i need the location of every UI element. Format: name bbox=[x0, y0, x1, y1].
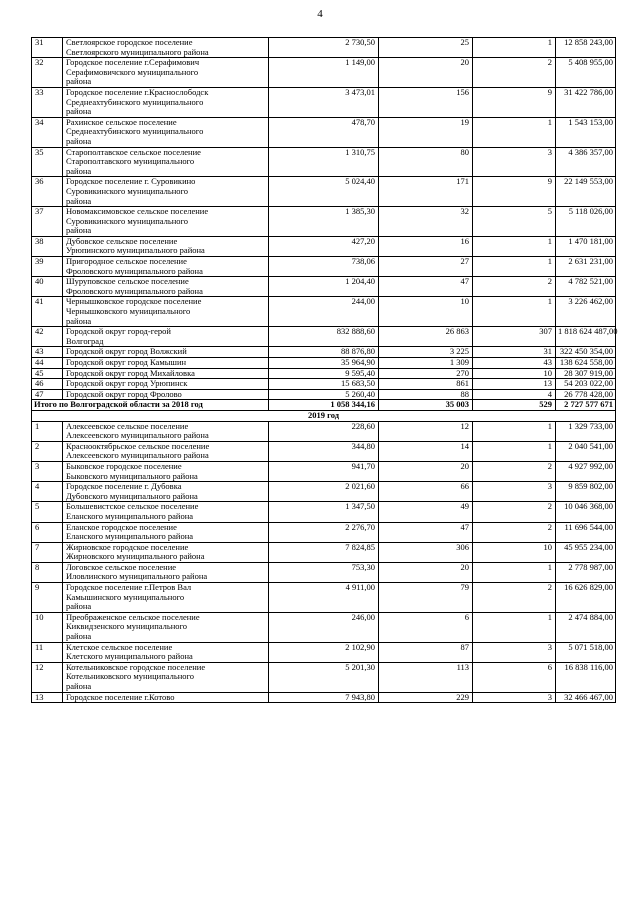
houses-count: 3 bbox=[473, 642, 556, 662]
settlement-name: Быковское городское поселение Быковского муниципального района bbox=[63, 461, 269, 481]
settlement-name: Городское поселение г.Котово bbox=[63, 692, 269, 703]
row-number: 6 bbox=[32, 522, 63, 542]
area-value: 478,70 bbox=[269, 117, 379, 147]
settlement-name: Логовское сельское поселение Иловлинского муниципального района bbox=[63, 562, 269, 582]
people-count: 306 bbox=[379, 542, 473, 562]
people-count: 32 bbox=[379, 207, 473, 237]
people-count: 14 bbox=[379, 441, 473, 461]
row-number: 40 bbox=[32, 277, 63, 297]
people-count: 66 bbox=[379, 482, 473, 502]
houses-count: 1 bbox=[473, 117, 556, 147]
row-number: 42 bbox=[32, 327, 63, 347]
cost-value: 138 624 558,00 bbox=[556, 358, 616, 369]
cost-value: 322 450 354,00 bbox=[556, 347, 616, 358]
table-row bbox=[32, 236, 616, 256]
people-count: 25 bbox=[379, 38, 473, 58]
table-row bbox=[32, 207, 616, 237]
table-row bbox=[32, 38, 616, 58]
row-number: 44 bbox=[32, 358, 63, 369]
table-row bbox=[32, 461, 616, 481]
houses-count: 31 bbox=[473, 347, 556, 358]
table-row bbox=[32, 583, 616, 613]
area-value: 941,70 bbox=[269, 461, 379, 481]
cost-value: 5 118 026,00 bbox=[556, 207, 616, 237]
people-count: 26 863 bbox=[379, 327, 473, 347]
cost-value: 2 631 231,00 bbox=[556, 257, 616, 277]
houses-count: 1 bbox=[473, 236, 556, 256]
cost-value: 9 859 802,00 bbox=[556, 482, 616, 502]
area-value: 2 276,70 bbox=[269, 522, 379, 542]
houses-count: 5 bbox=[473, 207, 556, 237]
table-row bbox=[32, 379, 616, 390]
cost-value: 3 226 462,00 bbox=[556, 297, 616, 327]
row-number: 36 bbox=[32, 177, 63, 207]
settlement-name: Городской округ город Фролово bbox=[63, 389, 269, 400]
settlement-name: Алексеевское сельское поселение Алексеевского муниципального района bbox=[63, 421, 269, 441]
section-2019 bbox=[32, 421, 616, 703]
houses-count: 1 bbox=[473, 441, 556, 461]
total-area: 1 058 344,16 bbox=[269, 400, 379, 411]
cost-value: 5 071 518,00 bbox=[556, 642, 616, 662]
settlement-name: Большевистское сельское поселение Еланского муниципального района bbox=[63, 502, 269, 522]
area-value: 4 911,00 bbox=[269, 583, 379, 613]
people-count: 20 bbox=[379, 461, 473, 481]
houses-count: 3 bbox=[473, 482, 556, 502]
table-row bbox=[32, 642, 616, 662]
houses-count: 2 bbox=[473, 502, 556, 522]
houses-count: 4 bbox=[473, 389, 556, 400]
area-value: 15 683,50 bbox=[269, 379, 379, 390]
area-value: 246,00 bbox=[269, 612, 379, 642]
cost-value: 1 543 153,00 bbox=[556, 117, 616, 147]
houses-count: 2 bbox=[473, 58, 556, 88]
area-value: 244,00 bbox=[269, 297, 379, 327]
area-value: 35 964,90 bbox=[269, 358, 379, 369]
table-row bbox=[32, 358, 616, 369]
people-count: 270 bbox=[379, 368, 473, 379]
people-count: 20 bbox=[379, 58, 473, 88]
cost-value: 5 408 955,00 bbox=[556, 58, 616, 88]
settlement-name: Шуруповское сельское поселение Фроловского муниципального района bbox=[63, 277, 269, 297]
area-value: 2 730,50 bbox=[269, 38, 379, 58]
row-number: 47 bbox=[32, 389, 63, 400]
settlement-name: Дубовское сельское поселение Урюпинского муниципального района bbox=[63, 236, 269, 256]
houses-count: 2 bbox=[473, 522, 556, 542]
houses-count: 6 bbox=[473, 662, 556, 692]
houses-count: 10 bbox=[473, 368, 556, 379]
table-row bbox=[32, 441, 616, 461]
cost-value: 16 626 829,00 bbox=[556, 583, 616, 613]
houses-count: 1 bbox=[473, 421, 556, 441]
houses-count: 1 bbox=[473, 297, 556, 327]
settlement-name: Преображенское сельское поселение Киквидзенского муниципального района bbox=[63, 612, 269, 642]
people-count: 171 bbox=[379, 177, 473, 207]
table-row bbox=[32, 347, 616, 358]
houses-count: 3 bbox=[473, 692, 556, 703]
people-count: 16 bbox=[379, 236, 473, 256]
row-number: 5 bbox=[32, 502, 63, 522]
table-row bbox=[32, 562, 616, 582]
cost-value: 22 149 553,00 bbox=[556, 177, 616, 207]
table-row bbox=[32, 327, 616, 347]
row-number: 41 bbox=[32, 297, 63, 327]
row-number: 3 bbox=[32, 461, 63, 481]
area-value: 427,20 bbox=[269, 236, 379, 256]
settlement-name: Рахинское сельское поселение Среднеахтубинского муниципального района bbox=[63, 117, 269, 147]
row-number: 34 bbox=[32, 117, 63, 147]
houses-count: 1 bbox=[473, 562, 556, 582]
settlement-name: Городской округ город Камышин bbox=[63, 358, 269, 369]
area-value: 1 347,50 bbox=[269, 502, 379, 522]
row-number: 32 bbox=[32, 58, 63, 88]
table-row bbox=[32, 117, 616, 147]
row-number: 13 bbox=[32, 692, 63, 703]
people-count: 3 225 bbox=[379, 347, 473, 358]
cost-value: 1 818 624 487,00 bbox=[556, 327, 616, 347]
row-number: 33 bbox=[32, 87, 63, 117]
section-2018 bbox=[32, 38, 616, 400]
row-number: 9 bbox=[32, 583, 63, 613]
people-count: 87 bbox=[379, 642, 473, 662]
table-row bbox=[32, 297, 616, 327]
area-value: 5 260,40 bbox=[269, 389, 379, 400]
row-number: 43 bbox=[32, 347, 63, 358]
table-row bbox=[32, 58, 616, 88]
row-number: 4 bbox=[32, 482, 63, 502]
section-2018-total bbox=[32, 400, 616, 421]
cost-value: 31 422 786,00 bbox=[556, 87, 616, 117]
people-count: 12 bbox=[379, 421, 473, 441]
settlement-name: Еланское городское поселение Еланского муниципального района bbox=[63, 522, 269, 542]
cost-value: 10 046 368,00 bbox=[556, 502, 616, 522]
settlement-name: Новомаксимовское сельское поселение Суровикинского муниципального района bbox=[63, 207, 269, 237]
row-number: 10 bbox=[32, 612, 63, 642]
row-number: 12 bbox=[32, 662, 63, 692]
houses-count: 1 bbox=[473, 612, 556, 642]
settlement-name: Светлоярское городское поселение Светлоярского муниципального района bbox=[63, 38, 269, 58]
houses-count: 9 bbox=[473, 177, 556, 207]
cost-value: 11 696 544,00 bbox=[556, 522, 616, 542]
people-count: 861 bbox=[379, 379, 473, 390]
people-count: 27 bbox=[379, 257, 473, 277]
houses-count: 307 bbox=[473, 327, 556, 347]
table-row bbox=[32, 542, 616, 562]
table-row bbox=[32, 147, 616, 177]
cost-value: 16 838 116,00 bbox=[556, 662, 616, 692]
houses-count: 13 bbox=[473, 379, 556, 390]
houses-count: 2 bbox=[473, 583, 556, 613]
houses-count: 3 bbox=[473, 147, 556, 177]
area-value: 1 204,40 bbox=[269, 277, 379, 297]
row-number: 11 bbox=[32, 642, 63, 662]
houses-count: 2 bbox=[473, 277, 556, 297]
row-number: 7 bbox=[32, 542, 63, 562]
settlement-name: Пригородное сельское поселение Фроловского муниципального района bbox=[63, 257, 269, 277]
people-count: 79 bbox=[379, 583, 473, 613]
people-count: 88 bbox=[379, 389, 473, 400]
cost-value: 2 778 987,00 bbox=[556, 562, 616, 582]
people-count: 6 bbox=[379, 612, 473, 642]
people-count: 80 bbox=[379, 147, 473, 177]
area-value: 5 024,40 bbox=[269, 177, 379, 207]
table-row bbox=[32, 257, 616, 277]
row-number: 45 bbox=[32, 368, 63, 379]
total-cost: 2 727 577 671 bbox=[556, 400, 616, 411]
row-number: 31 bbox=[32, 38, 63, 58]
cost-value: 4 386 357,00 bbox=[556, 147, 616, 177]
houses-count: 10 bbox=[473, 542, 556, 562]
area-value: 1 310,75 bbox=[269, 147, 379, 177]
total-label: Итого по Волгоградской области за 2018 год bbox=[32, 400, 269, 411]
total-houses: 529 bbox=[473, 400, 556, 411]
year-row bbox=[32, 410, 616, 421]
table-row bbox=[32, 612, 616, 642]
settlement-name: Жирновское городское поселение Жирновского муниципального района bbox=[63, 542, 269, 562]
people-count: 47 bbox=[379, 522, 473, 542]
settlement-name: Городской округ город-герой Волгоград bbox=[63, 327, 269, 347]
houses-count: 1 bbox=[473, 257, 556, 277]
table-row bbox=[32, 87, 616, 117]
row-number: 46 bbox=[32, 379, 63, 390]
row-number: 8 bbox=[32, 562, 63, 582]
people-count: 47 bbox=[379, 277, 473, 297]
table-row bbox=[32, 277, 616, 297]
table-row bbox=[32, 177, 616, 207]
cost-value: 4 927 992,00 bbox=[556, 461, 616, 481]
area-value: 3 473,01 bbox=[269, 87, 379, 117]
settlement-name: Городское поселение г. Суровикино Суровикинского муниципального района bbox=[63, 177, 269, 207]
settlement-name: Городское поселение г. Дубовка Дубовского муниципального района bbox=[63, 482, 269, 502]
cost-value: 12 858 243,00 bbox=[556, 38, 616, 58]
total-people: 35 003 bbox=[379, 400, 473, 411]
people-count: 113 bbox=[379, 662, 473, 692]
table-row bbox=[32, 692, 616, 703]
area-value: 832 888,60 bbox=[269, 327, 379, 347]
table-row bbox=[32, 421, 616, 441]
cost-value: 54 203 022,00 bbox=[556, 379, 616, 390]
table-row bbox=[32, 662, 616, 692]
settlement-name: Старополтавское сельское поселение Старополтавского муниципального района bbox=[63, 147, 269, 177]
people-count: 19 bbox=[379, 117, 473, 147]
cost-value: 1 470 181,00 bbox=[556, 236, 616, 256]
table-row bbox=[32, 482, 616, 502]
area-value: 344,80 bbox=[269, 441, 379, 461]
row-number: 35 bbox=[32, 147, 63, 177]
people-count: 20 bbox=[379, 562, 473, 582]
area-value: 753,30 bbox=[269, 562, 379, 582]
settlement-name: Городской округ город Волжский bbox=[63, 347, 269, 358]
table-row bbox=[32, 368, 616, 379]
settlement-name: Городское поселение г.Серафимович Серафимовичского муниципального района bbox=[63, 58, 269, 88]
area-value: 7 943,80 bbox=[269, 692, 379, 703]
area-value: 88 876,80 bbox=[269, 347, 379, 358]
people-count: 1 309 bbox=[379, 358, 473, 369]
people-count: 156 bbox=[379, 87, 473, 117]
area-value: 1 385,30 bbox=[269, 207, 379, 237]
cost-value: 4 782 521,00 bbox=[556, 277, 616, 297]
area-value: 2 021,60 bbox=[269, 482, 379, 502]
settlement-name: Городской округ город Урюпинск bbox=[63, 379, 269, 390]
cost-value: 28 307 919,00 bbox=[556, 368, 616, 379]
settlement-name: Котельниковское городское поселение Котельниковского муниципального района bbox=[63, 662, 269, 692]
area-value: 9 595,40 bbox=[269, 368, 379, 379]
year-label: 2019 год bbox=[32, 410, 616, 421]
row-number: 38 bbox=[32, 236, 63, 256]
cost-value: 2 474 884,00 bbox=[556, 612, 616, 642]
settlement-name: Чернышковское городское поселение Чернышковского муниципального района bbox=[63, 297, 269, 327]
houses-count: 43 bbox=[473, 358, 556, 369]
area-value: 738,06 bbox=[269, 257, 379, 277]
cost-value: 45 955 234,00 bbox=[556, 542, 616, 562]
area-value: 2 102,90 bbox=[269, 642, 379, 662]
area-value: 7 824,85 bbox=[269, 542, 379, 562]
row-number: 2 bbox=[32, 441, 63, 461]
cost-value: 2 040 541,00 bbox=[556, 441, 616, 461]
settlement-name: Городской округ город Михайловка bbox=[63, 368, 269, 379]
table-row bbox=[32, 389, 616, 400]
row-number: 1 bbox=[32, 421, 63, 441]
settlement-name: Клетское сельское поселение Клетского муниципального района bbox=[63, 642, 269, 662]
houses-count: 1 bbox=[473, 38, 556, 58]
resettlement-table bbox=[31, 37, 616, 703]
settlement-name: Городское поселение г.Петров Вал Камышинского муниципального района bbox=[63, 583, 269, 613]
row-number: 37 bbox=[32, 207, 63, 237]
settlement-name: Городское поселение г.Краснослободск Среднеахтубинского муниципального района bbox=[63, 87, 269, 117]
cost-value: 32 466 467,00 bbox=[556, 692, 616, 703]
cost-value: 26 778 428,00 bbox=[556, 389, 616, 400]
page-number: 4 bbox=[317, 8, 323, 20]
people-count: 10 bbox=[379, 297, 473, 327]
settlement-name: Краснооктябрьское сельское поселение Алексеевского муниципального района bbox=[63, 441, 269, 461]
row-number: 39 bbox=[32, 257, 63, 277]
people-count: 49 bbox=[379, 502, 473, 522]
area-value: 228,60 bbox=[269, 421, 379, 441]
area-value: 1 149,00 bbox=[269, 58, 379, 88]
table-row bbox=[32, 522, 616, 542]
area-value: 5 201,30 bbox=[269, 662, 379, 692]
people-count: 229 bbox=[379, 692, 473, 703]
houses-count: 2 bbox=[473, 461, 556, 481]
cost-value: 1 329 733,00 bbox=[556, 421, 616, 441]
total-row bbox=[32, 400, 616, 411]
table-row bbox=[32, 502, 616, 522]
houses-count: 9 bbox=[473, 87, 556, 117]
